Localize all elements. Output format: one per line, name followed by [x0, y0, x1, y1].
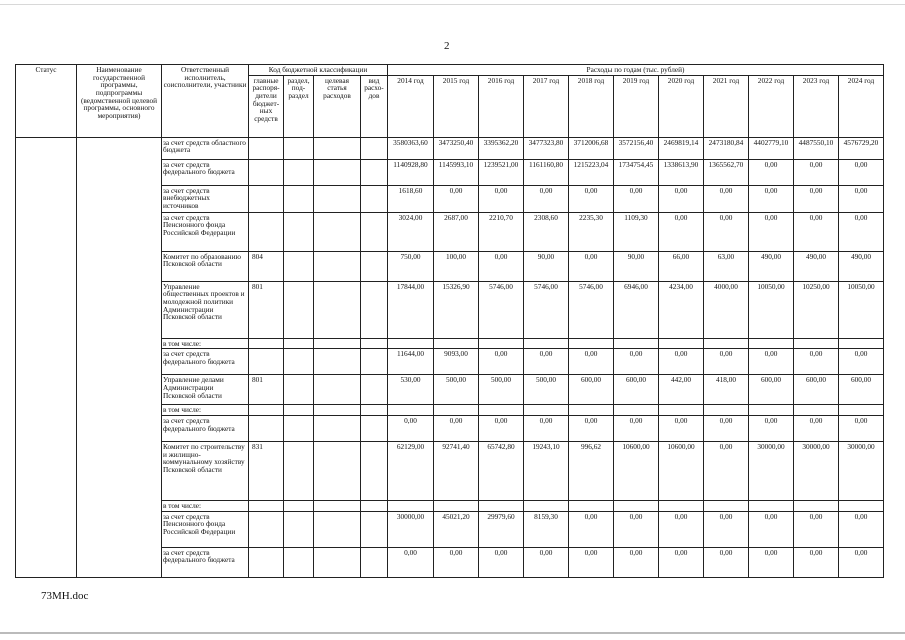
row-grbs-code — [249, 547, 284, 577]
row-value: 2687,00 — [434, 212, 479, 251]
row-value — [388, 500, 434, 511]
row-value: 0,00 — [479, 547, 524, 577]
row-value: 500,00 — [479, 375, 524, 405]
header-code-col: главные распоря-дители бюджет-ных средств — [249, 75, 284, 137]
row-value — [839, 405, 884, 416]
row-value: 4487550,10 — [794, 137, 839, 159]
row-value: 5746,00 — [524, 281, 569, 338]
row-value — [434, 405, 479, 416]
row-label: Управление делами Администрации Псковской области — [162, 375, 249, 405]
row-code-empty — [284, 500, 314, 511]
row-value — [388, 405, 434, 416]
row-label: за счет средств федерального бюджета — [162, 349, 249, 375]
row-value — [704, 500, 749, 511]
table-body — [16, 137, 884, 577]
header-year: 2021 год — [704, 75, 749, 137]
row-code-empty — [361, 405, 388, 416]
row-value: 600,00 — [839, 375, 884, 405]
name-cell — [77, 137, 162, 577]
row-code-empty — [284, 251, 314, 281]
header-year: 2023 год — [794, 75, 839, 137]
row-value: 1239521,00 — [479, 159, 524, 185]
row-grbs-code: 801 — [249, 375, 284, 405]
row-value: 0,00 — [659, 212, 704, 251]
row-label: за счет средств внебюджетных источников — [162, 185, 249, 212]
row-value: 1109,30 — [614, 212, 659, 251]
row-value: 0,00 — [614, 185, 659, 212]
row-value: 62129,00 — [388, 441, 434, 500]
row-value: 0,00 — [659, 415, 704, 441]
row-value: 0,00 — [569, 511, 614, 547]
row-code-empty — [361, 547, 388, 577]
row-value: 0,00 — [388, 547, 434, 577]
row-value: 19243,10 — [524, 441, 569, 500]
row-code-empty — [314, 405, 361, 416]
row-value: 500,00 — [434, 375, 479, 405]
row-label: за счет средств Пенсионного фонда Российской Федерации — [162, 212, 249, 251]
header-year: 2016 год — [479, 75, 524, 137]
row-code-empty — [284, 137, 314, 159]
row-value: 10600,00 — [659, 441, 704, 500]
row-code-empty — [284, 405, 314, 416]
row-code-empty — [284, 441, 314, 500]
header-responsible: Ответственный исполнитель, соисполнители, участники — [162, 65, 249, 138]
row-value: 0,00 — [614, 349, 659, 375]
row-value: 4000,00 — [704, 281, 749, 338]
row-value: 8159,30 — [524, 511, 569, 547]
row-value: 10050,00 — [749, 281, 794, 338]
row-grbs-code — [249, 137, 284, 159]
row-label: за счет средств федерального бюджета — [162, 415, 249, 441]
row-value: 0,00 — [434, 547, 479, 577]
row-value: 0,00 — [749, 185, 794, 212]
row-value: 30000,00 — [794, 441, 839, 500]
row-value: 1618,60 — [388, 185, 434, 212]
row-value: 0,00 — [569, 185, 614, 212]
row-code-empty — [314, 375, 361, 405]
row-value: 418,00 — [704, 375, 749, 405]
row-value: 0,00 — [704, 185, 749, 212]
row-value: 65742,80 — [479, 441, 524, 500]
row-code-empty — [314, 338, 361, 349]
row-grbs-code — [249, 159, 284, 185]
header-status: Статус — [16, 65, 77, 138]
header-budget-code: Код бюджетной классификации — [249, 65, 388, 76]
row-label: в том числе: — [162, 500, 249, 511]
row-value: 0,00 — [794, 212, 839, 251]
row-value — [524, 500, 569, 511]
scan-bottom-edge — [0, 632, 905, 634]
row-value — [524, 405, 569, 416]
row-value: 0,00 — [479, 185, 524, 212]
row-value — [524, 338, 569, 349]
row-value: 3024,00 — [388, 212, 434, 251]
header-expenses: Расходы по годам (тыс. рублей) — [388, 65, 884, 76]
row-code-empty — [314, 251, 361, 281]
row-value: 1734754,45 — [614, 159, 659, 185]
row-value: 442,00 — [659, 375, 704, 405]
row-code-empty — [361, 185, 388, 212]
row-value — [479, 500, 524, 511]
row-value: 0,00 — [524, 185, 569, 212]
row-value: 0,00 — [569, 415, 614, 441]
row-value: 30000,00 — [388, 511, 434, 547]
row-code-empty — [284, 349, 314, 375]
row-value — [659, 500, 704, 511]
row-value: 1338613,90 — [659, 159, 704, 185]
row-value: 0,00 — [794, 185, 839, 212]
row-value: 4576729,20 — [839, 137, 884, 159]
row-value: 0,00 — [614, 511, 659, 547]
row-value: 100,00 — [434, 251, 479, 281]
row-value: 90,00 — [614, 251, 659, 281]
row-code-empty — [361, 415, 388, 441]
row-value: 1161160,80 — [524, 159, 569, 185]
row-code-empty — [314, 547, 361, 577]
row-value: 90,00 — [524, 251, 569, 281]
status-cell — [16, 137, 77, 577]
row-value: 0,00 — [614, 547, 659, 577]
row-grbs-code — [249, 212, 284, 251]
row-value — [569, 338, 614, 349]
row-value: 2210,70 — [479, 212, 524, 251]
row-value: 66,00 — [659, 251, 704, 281]
row-value — [704, 338, 749, 349]
row-code-empty — [361, 338, 388, 349]
row-code-empty — [361, 375, 388, 405]
row-value: 4402779,10 — [749, 137, 794, 159]
row-value: 3477323,80 — [524, 137, 569, 159]
row-value — [749, 500, 794, 511]
row-value: 0,00 — [524, 415, 569, 441]
row-code-empty — [284, 185, 314, 212]
row-value: 17844,00 — [388, 281, 434, 338]
row-grbs-code — [249, 511, 284, 547]
row-value: 600,00 — [614, 375, 659, 405]
row-value: 530,00 — [388, 375, 434, 405]
row-code-empty — [314, 212, 361, 251]
row-value: 0,00 — [704, 212, 749, 251]
table-row — [16, 137, 884, 159]
row-code-empty — [361, 212, 388, 251]
row-value: 1140928,80 — [388, 159, 434, 185]
row-code-empty — [314, 415, 361, 441]
row-value: 0,00 — [479, 251, 524, 281]
row-value — [794, 338, 839, 349]
row-value: 1365562,70 — [704, 159, 749, 185]
row-value: 0,00 — [794, 415, 839, 441]
scan-top-edge — [0, 4, 905, 5]
row-code-empty — [361, 159, 388, 185]
row-value: 0,00 — [659, 349, 704, 375]
row-label: за счет средств федерального бюджета — [162, 547, 249, 577]
row-value: 0,00 — [479, 349, 524, 375]
row-value: 5746,00 — [569, 281, 614, 338]
row-code-empty — [284, 547, 314, 577]
row-value — [569, 405, 614, 416]
row-code-empty — [314, 500, 361, 511]
budget-table — [15, 64, 884, 578]
row-value: 0,00 — [749, 511, 794, 547]
row-grbs-code: 801 — [249, 281, 284, 338]
row-code-empty — [314, 441, 361, 500]
row-value: 1215223,04 — [569, 159, 614, 185]
row-value: 3395362,20 — [479, 137, 524, 159]
row-code-empty — [361, 511, 388, 547]
row-code-empty — [314, 511, 361, 547]
row-code-empty — [361, 137, 388, 159]
row-value — [749, 405, 794, 416]
row-value — [614, 500, 659, 511]
header-year: 2015 год — [434, 75, 479, 137]
row-value: 0,00 — [794, 159, 839, 185]
row-value: 45021,20 — [434, 511, 479, 547]
row-code-empty — [284, 159, 314, 185]
row-value: 2469819,14 — [659, 137, 704, 159]
row-value: 0,00 — [704, 349, 749, 375]
row-value — [569, 500, 614, 511]
row-value: 4234,00 — [659, 281, 704, 338]
row-value — [434, 338, 479, 349]
header-year: 2014 год — [388, 75, 434, 137]
row-value — [839, 500, 884, 511]
row-value: 0,00 — [839, 547, 884, 577]
row-grbs-code — [249, 185, 284, 212]
row-label: за счет средств федерального бюджета — [162, 159, 249, 185]
row-grbs-code: 831 — [249, 441, 284, 500]
row-value: 0,00 — [524, 349, 569, 375]
row-value: 500,00 — [524, 375, 569, 405]
row-code-empty — [284, 338, 314, 349]
row-grbs-code — [249, 338, 284, 349]
header-year: 2019 год — [614, 75, 659, 137]
row-value: 15326,90 — [434, 281, 479, 338]
row-grbs-code — [249, 349, 284, 375]
row-value: 0,00 — [479, 415, 524, 441]
row-value: 0,00 — [659, 547, 704, 577]
row-value: 3572156,40 — [614, 137, 659, 159]
row-code-empty — [284, 511, 314, 547]
row-value — [659, 338, 704, 349]
row-value: 0,00 — [839, 159, 884, 185]
row-value: 490,00 — [794, 251, 839, 281]
row-code-empty — [314, 281, 361, 338]
row-code-empty — [284, 281, 314, 338]
row-value: 3712006,68 — [569, 137, 614, 159]
row-value: 0,00 — [434, 415, 479, 441]
row-value: 0,00 — [794, 349, 839, 375]
page-number: 2 — [444, 40, 450, 52]
row-value: 63,00 — [704, 251, 749, 281]
row-value: 10600,00 — [614, 441, 659, 500]
row-code-empty — [361, 251, 388, 281]
row-code-empty — [314, 349, 361, 375]
row-value: 0,00 — [749, 159, 794, 185]
row-value: 0,00 — [388, 415, 434, 441]
row-value: 0,00 — [749, 212, 794, 251]
row-value — [749, 338, 794, 349]
row-value: 1145993,10 — [434, 159, 479, 185]
row-label: за счет средств областного бюджета — [162, 137, 249, 159]
row-value: 5746,00 — [479, 281, 524, 338]
row-code-empty — [314, 185, 361, 212]
header-year: 2017 год — [524, 75, 569, 137]
row-label: в том числе: — [162, 338, 249, 349]
row-value — [659, 405, 704, 416]
row-value — [794, 405, 839, 416]
row-value: 3580363,60 — [388, 137, 434, 159]
row-value: 0,00 — [569, 349, 614, 375]
row-value: 0,00 — [749, 349, 794, 375]
row-value: 2473180,84 — [704, 137, 749, 159]
header-code-col: вид расхо-дов — [361, 75, 388, 137]
row-value: 600,00 — [569, 375, 614, 405]
footer-filename: 73МН.doc — [41, 590, 89, 602]
row-value: 30000,00 — [839, 441, 884, 500]
row-value: 0,00 — [659, 511, 704, 547]
row-value: 30000,00 — [749, 441, 794, 500]
row-value: 490,00 — [839, 251, 884, 281]
header-code-col: раздел, под-раздел — [284, 75, 314, 137]
row-value: 0,00 — [794, 547, 839, 577]
row-value: 11644,00 — [388, 349, 434, 375]
row-value — [479, 405, 524, 416]
row-value: 750,00 — [388, 251, 434, 281]
row-value: 0,00 — [704, 511, 749, 547]
row-value — [479, 338, 524, 349]
row-grbs-code — [249, 500, 284, 511]
row-code-empty — [284, 375, 314, 405]
row-value: 0,00 — [839, 349, 884, 375]
row-value: 0,00 — [569, 251, 614, 281]
row-code-empty — [361, 349, 388, 375]
row-value: 0,00 — [794, 511, 839, 547]
row-value: 0,00 — [839, 511, 884, 547]
row-value: 0,00 — [569, 547, 614, 577]
row-value: 10050,00 — [839, 281, 884, 338]
row-value: 600,00 — [794, 375, 839, 405]
row-value — [388, 338, 434, 349]
row-grbs-code — [249, 415, 284, 441]
row-code-empty — [314, 159, 361, 185]
row-code-empty — [361, 281, 388, 338]
row-code-empty — [314, 137, 361, 159]
header-year: 2018 год — [569, 75, 614, 137]
row-value — [614, 338, 659, 349]
row-value: 0,00 — [839, 185, 884, 212]
row-value: 996,62 — [569, 441, 614, 500]
header-year: 2022 год — [749, 75, 794, 137]
row-label: Комитет по образованию Псковской области — [162, 251, 249, 281]
row-value — [839, 338, 884, 349]
row-value — [614, 405, 659, 416]
row-value: 6946,00 — [614, 281, 659, 338]
row-value: 490,00 — [749, 251, 794, 281]
header-name: Наименование государственной программы, подпрограммы (ведомственной целевой программы, основного мероприятия) — [77, 65, 162, 138]
row-value: 10250,00 — [794, 281, 839, 338]
row-value: 0,00 — [749, 415, 794, 441]
row-code-empty — [284, 415, 314, 441]
row-grbs-code: 804 — [249, 251, 284, 281]
row-value: 9093,00 — [434, 349, 479, 375]
row-value: 29979,60 — [479, 511, 524, 547]
row-value — [794, 500, 839, 511]
row-value: 0,00 — [434, 185, 479, 212]
row-value: 3473250,40 — [434, 137, 479, 159]
row-value: 0,00 — [839, 415, 884, 441]
row-code-empty — [284, 212, 314, 251]
row-value: 0,00 — [524, 547, 569, 577]
row-value: 0,00 — [614, 415, 659, 441]
row-value: 0,00 — [704, 441, 749, 500]
header-year: 2024 год — [839, 75, 884, 137]
row-grbs-code — [249, 405, 284, 416]
header-year: 2020 год — [659, 75, 704, 137]
row-value: 0,00 — [704, 415, 749, 441]
header-code-col: целевая статья расходов — [314, 75, 361, 137]
row-label: Управление общественных проектов и молодежной политики Администрации Псковской области — [162, 281, 249, 338]
row-code-empty — [361, 500, 388, 511]
row-value: 600,00 — [749, 375, 794, 405]
row-value: 0,00 — [659, 185, 704, 212]
row-value: 0,00 — [704, 547, 749, 577]
row-value: 2235,30 — [569, 212, 614, 251]
row-label: за счет средств Пенсионного фонда Российской Федерации — [162, 511, 249, 547]
row-value: 2308,60 — [524, 212, 569, 251]
row-code-empty — [361, 441, 388, 500]
row-value: 92741,40 — [434, 441, 479, 500]
row-label: Комитет по строительству и жилищно-коммунальному хозяйству Псковской области — [162, 441, 249, 500]
row-value — [434, 500, 479, 511]
row-value: 0,00 — [749, 547, 794, 577]
row-value — [704, 405, 749, 416]
row-value: 0,00 — [839, 212, 884, 251]
row-label: в том числе: — [162, 405, 249, 416]
